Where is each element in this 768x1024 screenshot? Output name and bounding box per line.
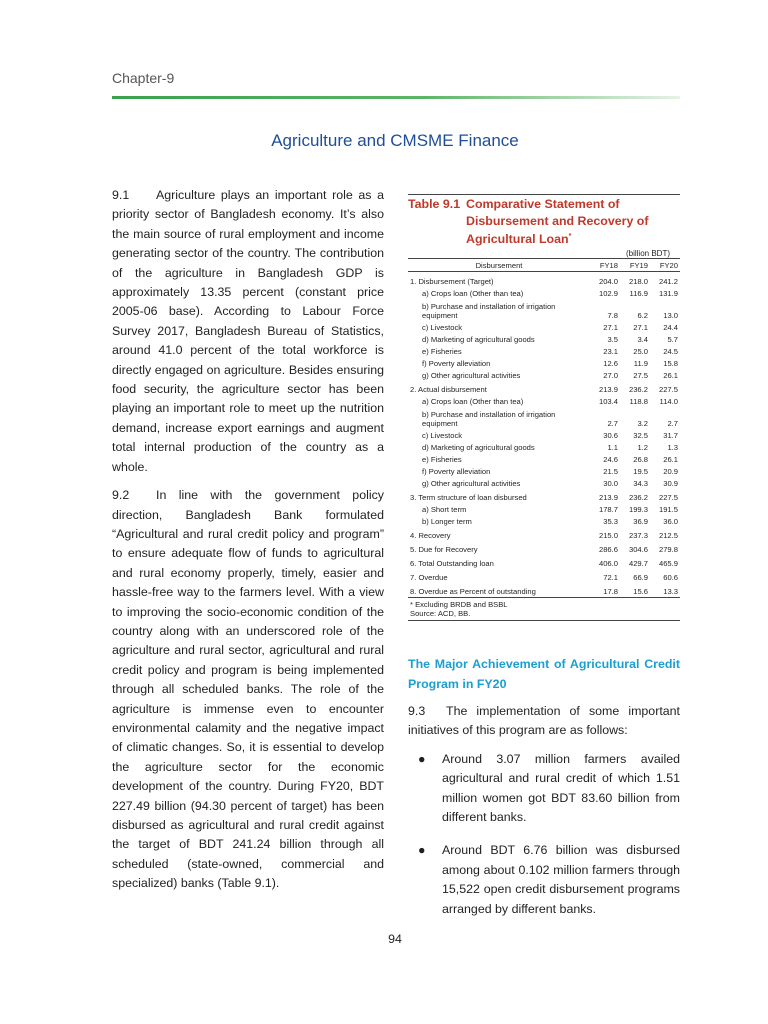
row-label: 3. Term structure of loan disbursed bbox=[410, 492, 527, 502]
paragraph-text: The implementation of some important initiatives of this program are as follows: bbox=[408, 704, 680, 738]
header-rule bbox=[112, 96, 680, 99]
cell-fy19: 3.2 bbox=[637, 418, 648, 428]
table-source: Source: ACD, BB. bbox=[410, 608, 471, 618]
cell-fy18: 35.3 bbox=[603, 516, 618, 526]
cell-fy18: 30.0 bbox=[603, 478, 618, 488]
row-label: 5. Due for Recovery bbox=[410, 544, 478, 554]
cell-fy19: 27.5 bbox=[633, 370, 648, 380]
cell-fy20: 227.5 bbox=[658, 492, 678, 502]
list-item bbox=[408, 750, 680, 828]
table-body bbox=[408, 271, 680, 596]
table-row bbox=[408, 568, 680, 582]
right-column bbox=[408, 702, 680, 933]
cell-fy18: 17.8 bbox=[603, 586, 618, 596]
cell-fy20: 15.8 bbox=[663, 358, 678, 368]
table-row bbox=[408, 488, 680, 502]
table-row bbox=[408, 540, 680, 554]
cell-fy20: 24.5 bbox=[663, 346, 678, 356]
cell-fy19: 236.2 bbox=[628, 384, 648, 394]
cell-fy18: 1.1 bbox=[607, 442, 618, 452]
cell-fy19: 36.9 bbox=[633, 516, 648, 526]
data-table bbox=[408, 258, 680, 596]
table-row bbox=[408, 380, 680, 394]
cell-fy20: 60.6 bbox=[663, 572, 678, 582]
table-row bbox=[408, 356, 680, 368]
achievement-list bbox=[408, 750, 680, 919]
cell-fy19: 27.1 bbox=[633, 322, 648, 332]
table-row bbox=[408, 502, 680, 514]
row-label: f) Poverty alleviation bbox=[422, 466, 491, 476]
row-label: b) Purchase and installation of irrigation equipment bbox=[422, 301, 556, 320]
row-label: 8. Overdue as Percent of outstanding bbox=[410, 586, 536, 596]
paragraph-number: 9.3 bbox=[408, 704, 426, 718]
cell-fy20: 5.7 bbox=[667, 334, 678, 344]
table-row bbox=[408, 582, 680, 596]
paragraph-number: 9.1 bbox=[112, 188, 130, 202]
table-number: Table 9.1 bbox=[408, 197, 461, 211]
column-header: FY19 bbox=[620, 258, 650, 271]
table-row bbox=[408, 452, 680, 464]
column-header: FY20 bbox=[650, 258, 680, 271]
column-header: Disbursement bbox=[408, 258, 590, 271]
cell-fy18: 102.9 bbox=[598, 288, 618, 298]
cell-fy18: 27.1 bbox=[603, 322, 618, 332]
table-9-1 bbox=[408, 194, 680, 621]
table-row bbox=[408, 298, 680, 320]
cell-fy19: 32.5 bbox=[633, 430, 648, 440]
table-header-row bbox=[408, 258, 680, 271]
cell-fy18: 24.6 bbox=[603, 454, 618, 464]
cell-fy18: 178.7 bbox=[598, 504, 618, 514]
table-row bbox=[408, 271, 680, 286]
table-row bbox=[408, 368, 680, 380]
paragraph-text: In line with the government policy direction, Bangladesh Bank formulated “Agricultural and rural credit policy and program” to ensure adequate flow of funds to agricultural and rural economy properly, timely, easier and hassle-free way to the farmers level. With a view to improving the socio-economic condition of the country along with an underscored role of the agriculture and rural sector, agricultural and rural credit policy and program is being implemented through all scheduled banks. The role of the agriculture is immense even to encounter environmental calamity and the negative impact of climatic changes. So, it is essential to develop the agriculture sector for the economic development of the country. During FY20, BDT 227.49 billion (94.30 percent of target) has been disbursed as agricultural and rural credit against the target of BDT 241.24 billion through all scheduled (state-owned, commercial and specialized) banks (Table 9.1). bbox=[112, 488, 384, 891]
left-column bbox=[112, 186, 384, 903]
table-row bbox=[408, 286, 680, 298]
table-row bbox=[408, 476, 680, 488]
cell-fy20: 465.9 bbox=[658, 558, 678, 568]
list-item-text: Around 3.07 million farmers availed agricultural and rural credit of which 1.51 million women got BDT 83.60 billion from different banks. bbox=[442, 751, 680, 825]
table-row bbox=[408, 406, 680, 428]
cell-fy19: 429.7 bbox=[628, 558, 648, 568]
cell-fy20: 114.0 bbox=[659, 396, 678, 406]
cell-fy19: 26.8 bbox=[633, 454, 648, 464]
row-label: d) Marketing of agricultural goods bbox=[422, 442, 535, 452]
cell-fy19: 218.0 bbox=[628, 276, 648, 286]
cell-fy18: 213.9 bbox=[598, 384, 618, 394]
row-label: b) Longer term bbox=[422, 516, 472, 526]
cell-fy18: 286.6 bbox=[598, 544, 618, 554]
cell-fy19: 236.2 bbox=[628, 492, 648, 502]
chapter-label: Chapter-9 bbox=[112, 70, 175, 86]
table-footnote: * Excluding BRDB and BSBL bbox=[410, 599, 508, 609]
table-row bbox=[408, 514, 680, 526]
cell-fy18: 7.8 bbox=[607, 310, 618, 320]
cell-fy20: 24.4 bbox=[663, 322, 678, 332]
cell-fy19: 11.9 bbox=[633, 358, 648, 368]
cell-fy20: 36.0 bbox=[663, 516, 678, 526]
bullet-icon: ● bbox=[418, 751, 426, 766]
list-item-text: Around BDT 6.76 billion was disbursed among about 0.102 million farmers through 15,522 open credit disbursement programs arranged by different banks. bbox=[442, 843, 680, 916]
cell-fy20: 241.2 bbox=[658, 276, 678, 286]
row-label: d) Marketing of agricultural goods bbox=[422, 334, 535, 344]
row-label: e) Fisheries bbox=[422, 346, 462, 356]
table-row bbox=[408, 320, 680, 332]
row-label: a) Short term bbox=[422, 504, 467, 514]
cell-fy18: 27.0 bbox=[603, 370, 618, 380]
row-label: g) Other agricultural activities bbox=[422, 370, 521, 380]
cell-fy18: 12.6 bbox=[603, 358, 618, 368]
cell-fy20: 212.5 bbox=[658, 530, 678, 540]
row-label: 1. Disbursement (Target) bbox=[410, 276, 494, 286]
cell-fy19: 34.3 bbox=[633, 478, 648, 488]
cell-fy19: 15.6 bbox=[633, 586, 648, 596]
row-label: c) Livestock bbox=[422, 322, 463, 332]
table-row bbox=[408, 428, 680, 440]
cell-fy20: 227.5 bbox=[658, 384, 678, 394]
table-caption-text: Comparative Statement of Disbursement and Recovery of Agricultural Loan bbox=[466, 197, 649, 247]
row-label: g) Other agricultural activities bbox=[422, 478, 521, 488]
table-row bbox=[408, 344, 680, 356]
cell-fy18: 213.9 bbox=[598, 492, 618, 502]
paragraph-9-1 bbox=[112, 186, 384, 477]
cell-fy18: 21.5 bbox=[603, 466, 618, 476]
paragraph-9-3 bbox=[408, 702, 680, 741]
table-row bbox=[408, 464, 680, 476]
table-unit: (billion BDT) bbox=[625, 248, 670, 258]
row-label: 2. Actual disbursement bbox=[410, 384, 487, 394]
table-title bbox=[408, 194, 680, 248]
bullet-icon: ● bbox=[418, 843, 426, 858]
list-item bbox=[408, 841, 680, 919]
row-label: 6. Total Outstanding loan bbox=[410, 558, 494, 568]
cell-fy18: 23.1 bbox=[603, 346, 618, 356]
cell-fy18: 30.6 bbox=[603, 430, 618, 440]
section-subheading: The Major Achievement of Agricultural Credit Program in FY20 bbox=[408, 657, 680, 691]
cell-fy20: 279.8 bbox=[658, 544, 678, 554]
table-row bbox=[408, 526, 680, 540]
cell-fy20: 13.0 bbox=[663, 310, 678, 320]
table-row bbox=[408, 440, 680, 452]
cell-fy20: 13.3 bbox=[663, 586, 678, 596]
cell-fy18: 204.0 bbox=[598, 276, 618, 286]
row-label: 7. Overdue bbox=[410, 572, 448, 582]
row-label: a) Crops loan (Other than tea) bbox=[422, 288, 524, 298]
cell-fy18: 72.1 bbox=[603, 572, 618, 582]
cell-fy19: 116.9 bbox=[629, 288, 648, 298]
table-caption bbox=[466, 196, 680, 248]
cell-fy20: 30.9 bbox=[663, 478, 678, 488]
cell-fy18: 406.0 bbox=[598, 558, 618, 568]
cell-fy19: 6.2 bbox=[637, 310, 648, 320]
cell-fy18: 3.5 bbox=[607, 334, 618, 344]
footnote-mark: * bbox=[568, 233, 572, 240]
table-row bbox=[408, 332, 680, 344]
cell-fy20: 1.3 bbox=[667, 442, 678, 452]
paragraph-number: 9.2 bbox=[112, 488, 130, 503]
cell-fy20: 131.9 bbox=[658, 288, 678, 298]
cell-fy20: 26.1 bbox=[663, 370, 678, 380]
page-title: Agriculture and CMSME Finance bbox=[271, 131, 519, 150]
table-row bbox=[408, 554, 680, 568]
row-label: f) Poverty alleviation bbox=[422, 358, 491, 368]
cell-fy19: 1.2 bbox=[637, 442, 648, 452]
cell-fy19: 19.5 bbox=[633, 466, 648, 476]
cell-fy19: 199.3 bbox=[628, 504, 648, 514]
cell-fy18: 2.7 bbox=[607, 418, 618, 428]
row-label: c) Livestock bbox=[422, 430, 463, 440]
cell-fy19: 3.4 bbox=[637, 334, 648, 344]
page-number: 94 bbox=[388, 932, 402, 946]
table-row bbox=[408, 394, 680, 406]
row-label: a) Crops loan (Other than tea) bbox=[422, 396, 524, 406]
cell-fy20: 191.5 bbox=[658, 504, 678, 514]
cell-fy20: 31.7 bbox=[663, 430, 678, 440]
row-label: 4. Recovery bbox=[410, 530, 451, 540]
cell-fy19: 118.8 bbox=[629, 396, 648, 406]
cell-fy20: 2.7 bbox=[667, 418, 678, 428]
cell-fy18: 103.4 bbox=[598, 396, 618, 406]
cell-fy20: 26.1 bbox=[663, 454, 678, 464]
cell-fy19: 237.3 bbox=[628, 530, 648, 540]
paragraph-text: Agriculture plays an important role as a priority sector of Bangladesh economy. It’s also the main source of rural employment and income generating sector of the country. The contribution of the agriculture in Bangladesh GDP is approximately 13.35 percent (constant price 2005-06 base). According to Labour Force Survey 2017, Bangladesh Bureau of Statistics, around 41.0 percent of the total workforce is directly engaged on agriculture. Besides ensuring food security, the agriculture sector has been playing an important role to meet up the nutrition demand, increase export earnings and augment total internal production of the country as a whole. bbox=[112, 188, 384, 474]
row-label: b) Purchase and installation of irrigation equipment bbox=[422, 409, 556, 428]
cell-fy19: 25.0 bbox=[633, 346, 648, 356]
row-label: e) Fisheries bbox=[422, 454, 462, 464]
cell-fy18: 215.0 bbox=[598, 530, 618, 540]
cell-fy19: 304.6 bbox=[628, 544, 648, 554]
cell-fy19: 66.9 bbox=[633, 572, 648, 582]
table-footnotes bbox=[408, 597, 680, 621]
column-header: FY18 bbox=[590, 258, 620, 271]
paragraph-9-2 bbox=[112, 486, 384, 894]
cell-fy20: 20.9 bbox=[663, 466, 678, 476]
